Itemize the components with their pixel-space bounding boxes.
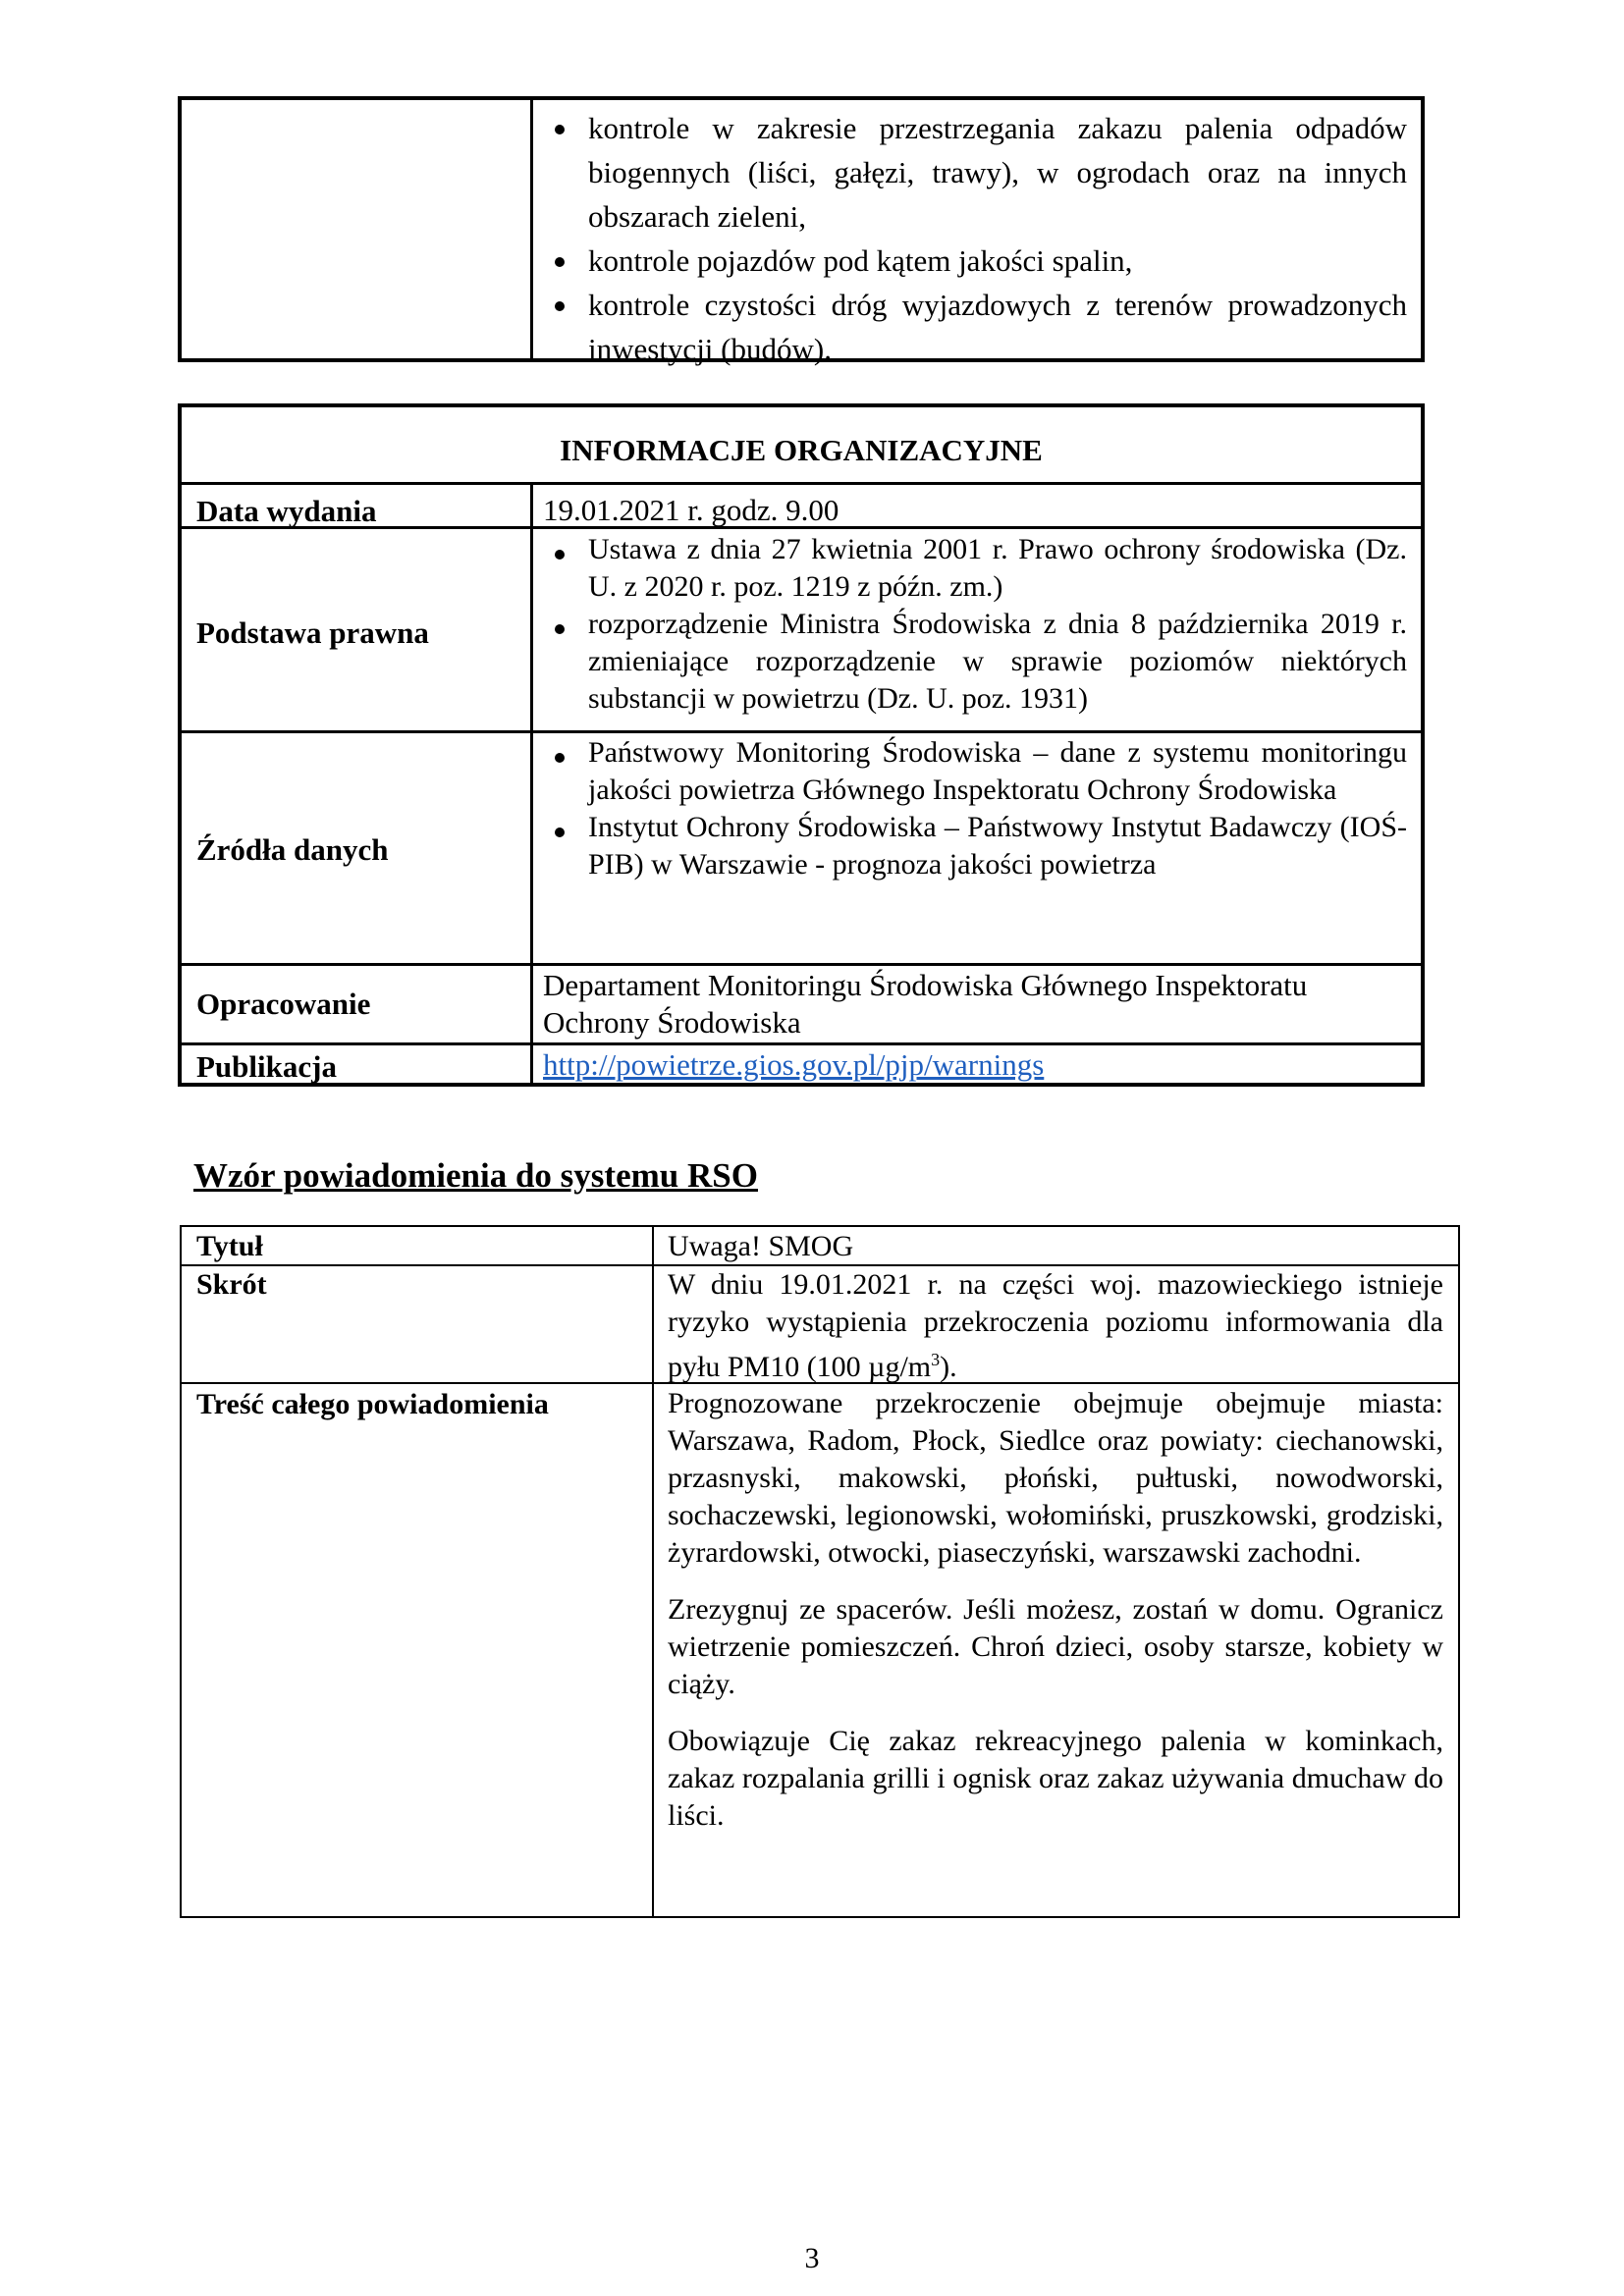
list-item xyxy=(543,809,1407,883)
rso-table xyxy=(180,1225,1460,1918)
bullet-icon xyxy=(555,624,565,634)
rso-full-paragraph: Zrezygnuj ze spacerów. Jeśli możesz, zostań w domu. Ogranicz wietrzenie pomieszczeń. Chroń dzieci, osoby starsze, kobiety w ciąży. xyxy=(668,1593,1443,1700)
data-sources-list xyxy=(543,734,1407,883)
bullet-icon xyxy=(555,125,565,134)
divider xyxy=(182,963,1421,966)
rso-short-text: W dniu 19.01.2021 r. na części woj. mazowieckiego istnieje ryzyko wystąpienia przekroczenia poziomu informowania dla pyłu PM10 (100 µg/m xyxy=(668,1268,1443,1383)
list-item-text: kontrole w zakresie przestrzegania zakazu palenia odpadów biogennych (liści, gałęzi, trawy), w ogrodach oraz na innych obszarach zieleni, xyxy=(588,111,1407,234)
controls-table xyxy=(178,96,1425,366)
rso-full-paragraph: Prognozowane przekroczenie obejmuje obejmuje miasta: Warszawa, Radom, Płock, Siedlce oraz powiaty: ciechanowski, przasnyski, makowski, płoński, pułtuski, nowodworski, sochaczewski, legionowski, wołomiński, pruszkowski, grodziski, żyrardowski, otwocki, piaseczyński, warszawski zachodni. xyxy=(668,1387,1443,1569)
rso-short-superscript: 3 xyxy=(931,1350,941,1369)
list-item xyxy=(543,531,1407,606)
rso-short-label: Skrót xyxy=(196,1268,267,1301)
list-item xyxy=(543,106,1407,239)
column-divider xyxy=(530,482,533,1083)
legal-basis-value xyxy=(543,531,1407,718)
org-info-table xyxy=(178,403,1425,1087)
column-divider xyxy=(530,100,533,358)
list-item-text: Ustawa z dnia 27 kwietnia 2001 r. Prawo ochrony środowiska (Dz. U. z 2020 r. poz. 1219 z późn. zm.) xyxy=(588,533,1407,603)
rso-full-label: Treść całego powiadomienia xyxy=(196,1388,549,1420)
bullet-icon xyxy=(555,550,565,560)
divider xyxy=(182,526,1421,529)
list-item xyxy=(543,283,1407,371)
org-info-heading: INFORMACJE ORGANIZACYJNE xyxy=(560,433,1043,467)
publication-label: Publikacja xyxy=(196,1049,337,1084)
list-item-text: rozporządzenie Ministra Środowiska z dnia 8 października 2019 r. zmieniające rozporządzenie w sprawie poziomów niektórych substancji w powietrzu (Dz. U. poz. 1931) xyxy=(588,608,1407,715)
issue-date-value: 19.01.2021 r. godz. 9.00 xyxy=(543,493,839,527)
bullet-icon xyxy=(555,828,565,837)
issue-date-label: Data wydania xyxy=(196,494,377,528)
publication-link[interactable]: http://powietrze.gios.gov.pl/pjp/warnings xyxy=(543,1047,1045,1082)
rso-section-heading: Wzór powiadomienia do systemu RSO xyxy=(193,1156,758,1195)
divider xyxy=(182,1382,1458,1384)
rso-short-value xyxy=(668,1266,1443,1386)
prepared-by-value: Departament Monitoringu Środowiska Głównego Inspektoratu Ochrony Środowiska xyxy=(543,968,1308,1040)
list-item-text: Państwowy Monitoring Środowiska – dane z systemu monitoringu jakości powietrza Głównego Inspektoratu Ochrony Środowiska xyxy=(588,736,1407,806)
legal-basis-label: Podstawa prawna xyxy=(196,615,429,650)
controls-cell xyxy=(543,106,1407,371)
column-divider xyxy=(652,1227,654,1916)
data-sources-label: Źródła danych xyxy=(196,832,389,867)
bullet-icon xyxy=(555,257,565,267)
page-number: 3 xyxy=(804,2242,820,2274)
controls-list xyxy=(543,106,1407,371)
list-item xyxy=(543,734,1407,809)
data-sources-value xyxy=(543,734,1407,883)
rso-short-text-end: ). xyxy=(940,1351,957,1383)
bullet-icon xyxy=(555,301,565,311)
legal-basis-list xyxy=(543,531,1407,718)
list-item-text: Instytut Ochrony Środowiska – Państwowy Instytut Badawczy (IOŚ-PIB) w Warszawie - prognoza jakości powietrza xyxy=(588,811,1407,881)
divider xyxy=(182,1042,1421,1045)
list-item-text: kontrole pojazdów pod kątem jakości spalin, xyxy=(588,243,1133,278)
prepared-by-label: Opracowanie xyxy=(196,987,371,1021)
list-item xyxy=(543,239,1407,283)
rso-full-value xyxy=(668,1385,1443,1835)
publication-value xyxy=(543,1046,1407,1084)
list-item-text: kontrole czystości dróg wyjazdowych z terenów prowadzonych inwestycji (budów). xyxy=(588,288,1407,366)
rso-title-value: Uwaga! SMOG xyxy=(668,1230,854,1262)
rso-title-label: Tytuł xyxy=(196,1230,263,1262)
list-item xyxy=(543,606,1407,718)
divider xyxy=(182,482,1421,485)
divider xyxy=(182,730,1421,733)
rso-full-paragraph: Obowiązuje Cię zakaz rekreacyjnego palenia w kominkach, zakaz rozpalania grilli i ognisk oraz zakaz używania dmuchaw do liści. xyxy=(668,1725,1443,1832)
bullet-icon xyxy=(555,753,565,763)
